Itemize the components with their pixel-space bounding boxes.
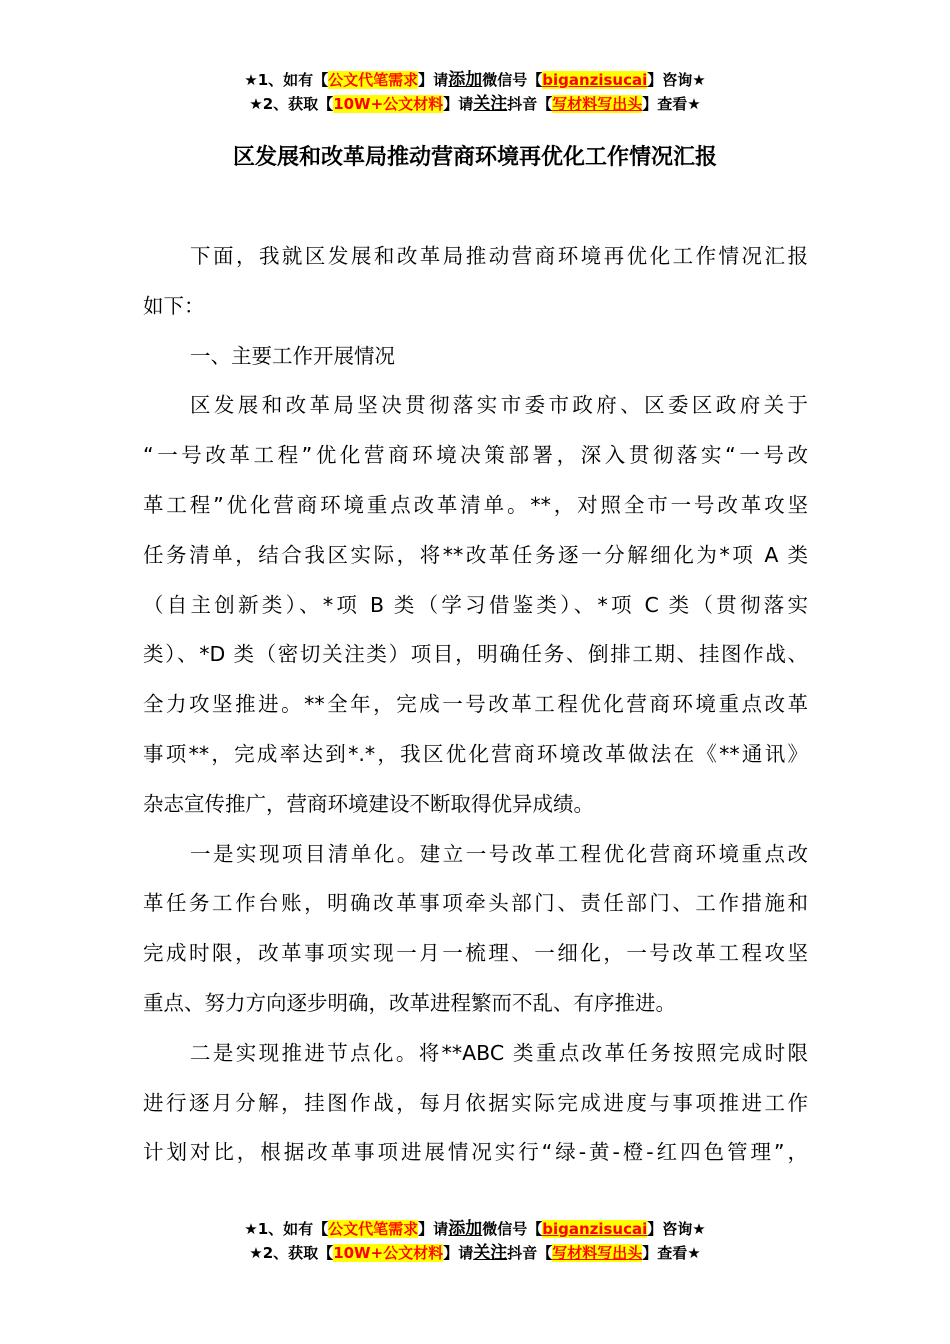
body-text-line: 革任务工作台账，明确改革事项牵头部门、责任部门、工作措施和	[143, 891, 808, 916]
banner-line-1	[0, 68, 950, 92]
body-text-line: 下面，我就区发展和改革局推动营商环境再优化工作情况汇报	[190, 244, 808, 268]
body-text-line: 二是实现推进节点化。将**ABC 类重点改革任务按照完成时限	[190, 1040, 808, 1065]
banner-text: ★1、如有【	[244, 71, 329, 89]
banner-line-1	[0, 1217, 950, 1241]
body-text-line: 完成时限，改革事项实现一月一梳理、一细化，一号改革工程攻坚	[143, 941, 808, 966]
banner-text: 】请	[443, 1244, 474, 1262]
body-text-line: 全力攻坚推进。**全年，完成一号改革工程优化营商环境重点改革	[143, 692, 808, 717]
banner-text: 微信号【	[482, 71, 543, 89]
wechat-id: biganzisucai	[542, 71, 648, 89]
banner-emphasis: 关注	[473, 1243, 508, 1263]
banner-line-2	[0, 92, 950, 116]
header-banner	[0, 68, 950, 116]
footer-banner	[0, 1217, 950, 1265]
banner-emphasis: 关注	[473, 94, 508, 114]
body-text-line: 进行逐月分解，挂图作战，每月依据实际完成进度与事项推进工作	[143, 1090, 808, 1115]
douyin-id: 写材料写出头	[552, 95, 643, 113]
body-text-line: 革工程”优化营商环境重点改革清单。**，对照全市一号改革攻坚	[143, 492, 808, 517]
banner-text: 抖音【	[507, 1244, 553, 1262]
body-text-line: 计划对比，根据改革事项进展情况实行“绿-黄-橙-红四色管理”，	[143, 1140, 808, 1165]
banner-highlight: 10W+公文材料	[333, 95, 444, 113]
banner-text: 】请	[418, 1220, 449, 1238]
wechat-id: biganzisucai	[542, 1220, 648, 1238]
body-text-line: 任务清单，结合我区实际，将**改革任务逐一分解细化为*项 A 类	[143, 542, 808, 567]
banner-highlight: 公文代笔需求	[328, 1220, 419, 1238]
body-text-line: 重点、努力方向逐步明确，改革进程繁而不乱、有序推进。	[143, 990, 676, 1015]
banner-line-2	[0, 1241, 950, 1265]
banner-text: 】咨询★	[647, 1220, 706, 1238]
body-text-line: 事项**，完成率达到*.*，我区优化营商环境改革做法在《**通讯》	[143, 741, 808, 766]
document-title: 区发展和改革局推动营商环境再优化工作情况汇报	[232, 145, 717, 170]
banner-text: ★1、如有【	[244, 1220, 329, 1238]
body-text-line: 一、主要工作开展情况	[190, 343, 395, 368]
banner-text: 】查看★	[642, 1244, 701, 1262]
banner-text: 】查看★	[642, 95, 701, 113]
document-body	[143, 236, 808, 1182]
banner-text: 微信号【	[482, 1220, 543, 1238]
body-text-line: 类）、*D 类（密切关注类）项目，明确任务、倒排工期、挂图作战、	[143, 642, 808, 667]
body-text-line: 如下：	[143, 293, 205, 318]
banner-highlight: 公文代笔需求	[328, 71, 419, 89]
banner-emphasis: 添加	[448, 70, 483, 90]
body-text-line: “一号改革工程”优化营商环境决策部署，深入贯彻落实“一号改	[143, 443, 808, 468]
banner-emphasis: 添加	[448, 1219, 483, 1239]
banner-text: ★2、获取【	[249, 1244, 334, 1262]
body-text-line: 区发展和改革局坚决贯彻落实市委市政府、区委区政府关于	[190, 393, 808, 418]
body-text-line: 一是实现项目清单化。建立一号改革工程优化营商环境重点改	[190, 841, 808, 866]
body-text-line: 杂志宣传推广，营商环境建设不断取得优异成绩。	[143, 791, 594, 816]
banner-highlight: 10W+公文材料	[333, 1244, 444, 1262]
body-text-line: （自主创新类）、*项 B 类（学习借鉴类）、*项 C 类（贯彻落实	[143, 592, 808, 617]
banner-text: 】请	[443, 95, 474, 113]
banner-text: 】请	[418, 71, 449, 89]
banner-text: ★2、获取【	[249, 95, 334, 113]
banner-text: 】咨询★	[647, 71, 706, 89]
banner-text: 抖音【	[507, 95, 553, 113]
douyin-id: 写材料写出头	[552, 1244, 643, 1262]
